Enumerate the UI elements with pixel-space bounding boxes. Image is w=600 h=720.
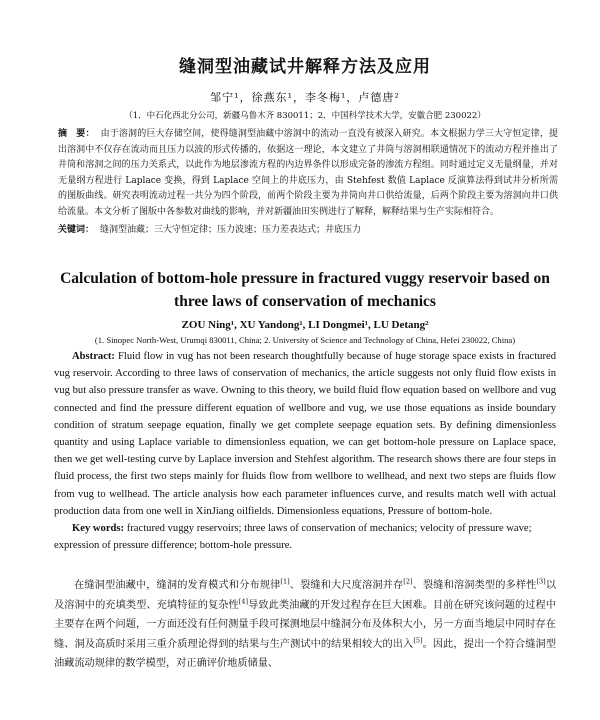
citation-3: [3] xyxy=(536,578,546,587)
citation-4: [4] xyxy=(238,597,249,606)
english-keywords-label: Key words: xyxy=(72,523,125,535)
english-abstract-label: Abstract: xyxy=(72,351,115,362)
citation-2: [2] xyxy=(403,578,413,587)
chinese-title: 缝洞型油藏试井解释方法及应用 xyxy=(179,57,431,77)
intro-text-5: 导致此类油藏的开发过程存在巨大困难。目前在研究该问题的过程中主要存在两个问题，一方面还没有任何测量手段可探测地层中缝洞分布及体积大小，另一方面当地层中同时存在缝、洞及高质时采用三重介质理论得到的结果与生产测试中的结果相较大的出入 xyxy=(54,599,557,650)
intro-text-1: 在缝洞型油藏中，缝洞的发育模式和分布规律 xyxy=(74,580,281,592)
english-abstract-text: Fluid flow in vug has not been research thoughtfully because of huge storage space exists in fractured vug reservoir. According to three laws of conservation of mechanics, the article suggests not only fluid flow exists in vug but also pressure transfer as wave. Owning to this theory, we build fluid flow equation based on wellbore and vug connected and find the pressure different equation of wellbore and vug, we use those equations as inside boundary condition of stratum seepage equation, finally we get complete seepage equation sets. By defining dimensionless quantity and using Laplace variable to dimensionless equation, we can get bottom-hole pressure on Laplace space, then we get well-testing curve by Laplace inversion and Stehfest algorithm. The research shows there are four steps in fluid process, the first two steps mainly for fluids flow from wellbore to wellhead, and next two steps are fluids flow from vug to wellhead. The article analysis how each parameter influences curve, and results match well with actual production data from one well in XinJiang oilfields. Dimensionless equations, Pressure of bottom-hole. xyxy=(54,351,556,517)
chinese-abstract xyxy=(58,127,558,220)
intro-text-4: 以及溶洞中的充填类型、充填特征的复杂性 xyxy=(54,580,557,611)
introduction-paragraph xyxy=(54,576,556,674)
english-authors: ZOU Ning¹, XU Yandong¹, LI Dongmei¹, LU Detang² xyxy=(181,319,429,331)
english-affiliation: (1. Sinopec North-West, Urumqi 830011, China; 2. University of Science and Technology of China, Hefei 230022, China) xyxy=(94,335,516,345)
chinese-authors: 邹宁¹，徐燕东¹，李冬梅¹，卢德唐² xyxy=(210,91,400,104)
chinese-abstract-text: 由于溶洞的巨大存储空间，使得缝洞型油藏中溶洞中的流动一直没有被深入研究。本文根据力学三大守恒定律，提出溶洞中不仅存在流动而且压力以波的形式传播的，依据这一理论，本文建立了井筒与溶洞相联通情况下的流动方程并推出了井筒和溶洞之间的压力关系式，以此作为地层渗流方程的内边界条件以形成完备的渗流方程组。同时通过定义无量纲量，并对无量纲方程进行 Laplace 变换，得到 Laplace 空间上的井底压力，由 Stehfest 数值 Laplace 反演算法得到试井分析所需的图版曲线。研究表明流动过程一共分为四个阶段，前两个阶段主要为井筒向井口供给流量，后两个阶段主要为溶洞向井口供给流量。本文分析了图版中各参数对曲线的影响，并对新疆油田实例进行了解释，解释结果与生产实际相符合。 xyxy=(58,129,558,217)
chinese-keywords-label: 关键词： xyxy=(58,225,95,235)
chinese-keywords-text: 缝洞型油藏；三大守恒定律；压力波速；压力差表达式；井底压力 xyxy=(100,225,362,235)
intro-text-2: 、裂缝和大尺度溶洞并存 xyxy=(289,580,404,592)
english-keywords xyxy=(54,520,556,554)
chinese-affiliation: （1．中石化西北分公司，新疆乌鲁木齐 830011；2．中国科学技术大学，安徽合肥 230022） xyxy=(124,111,486,121)
citation-5: [5] xyxy=(413,636,423,645)
intro-text-3: 、裂缝和溶洞类型的多样性 xyxy=(412,580,537,592)
citation-1: [1] xyxy=(280,578,290,587)
english-abstract xyxy=(54,348,556,520)
english-keywords-text: fractured vuggy reservoirs; three laws of conservation of mechanics; velocity of pressure wave; expression of pressure difference; bottom-hole pressure. xyxy=(54,523,532,552)
english-title: Calculation of bottom-hole pressure in fractured vuggy reservoir based on three laws of conservation of mechanics xyxy=(60,270,550,310)
chinese-keywords xyxy=(58,223,558,237)
intro-text-6: 。因此，提出一个符合缝洞型油藏流动规律的数学模型，对正确评价地质储量、 xyxy=(54,638,557,670)
chinese-abstract-label: 摘 要： xyxy=(58,129,95,139)
